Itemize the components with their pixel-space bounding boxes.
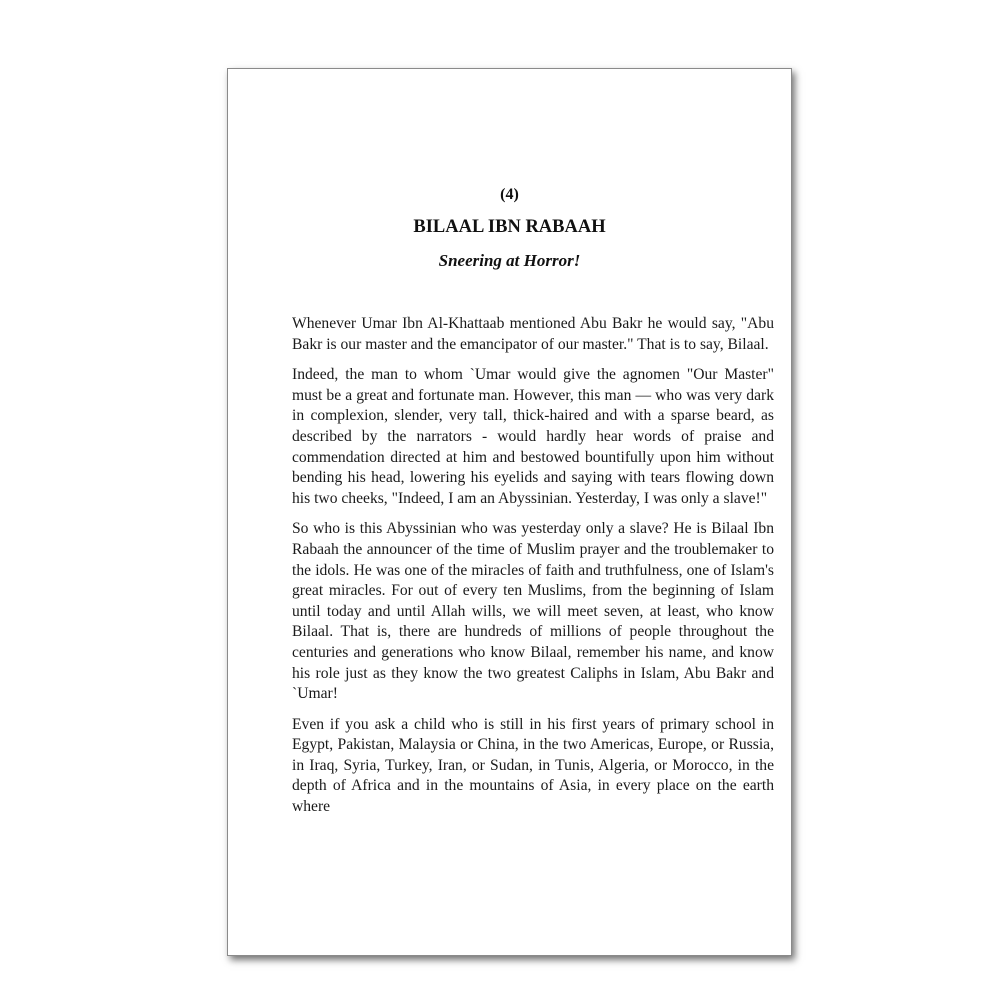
paragraph-3: So who is this Abyssinian who was yesterday only a slave? He is Bilaal Ibn Rabaah the announcer of the time of Muslim prayer and the troublemaker to the idols. He was one of the miracles of faith and truthfulness, one of Islam's great miracles. For out of every ten Muslims, from the beginning of Islam until today and until Allah wills, we will meet seven, at least, who know Bilaal. That is, there are hundreds of millions of people throughout the centuries and generations who know Bilaal, remember his name, and know his role just as they know the two greatest Caliphs in Islam, Abu Bakr and `Umar! [292,520,774,703]
chapter-subtitle: Sneering at Horror! [438,251,581,270]
body-text [292,314,774,828]
chapter-title: BILAAL IBN RABAAH [413,217,606,237]
paragraph-2: Indeed, the man to whom `Umar would give the agnomen "Our Master" must be a great and fortunate man. However, this man — who was very dark in complexion, slender, very tall, thick-haired and with a sparse beard, as described by the narrators - would hardly hear words of praise and commendation directed at him and bestowed bountifully upon him without bending his head, lowering his eyelids and saying with tears flowing down his two cheeks, "Indeed, I am an Abyssinian. Yesterday, I was only a slave!" [292,366,774,507]
chapter-number: (4) [500,186,519,203]
paragraph-1: Whenever Umar Ibn Al-Khattaab mentioned Abu Bakr he would say, "Abu Bakr is our master and the emancipator of our master." That is to say, Bilaal. [292,315,774,353]
paragraph-4: Even if you ask a child who is still in his first years of primary school in Egypt, Pakistan, Malaysia or China, in the two Americas, Europe, or Russia, in Iraq, Syria, Turkey, Iran, or Sudan, in Tunis, Algeria, or Morocco, in the depth of Africa and in the mountains of Asia, in every place on the earth where [292,715,774,816]
book-page [227,68,792,956]
